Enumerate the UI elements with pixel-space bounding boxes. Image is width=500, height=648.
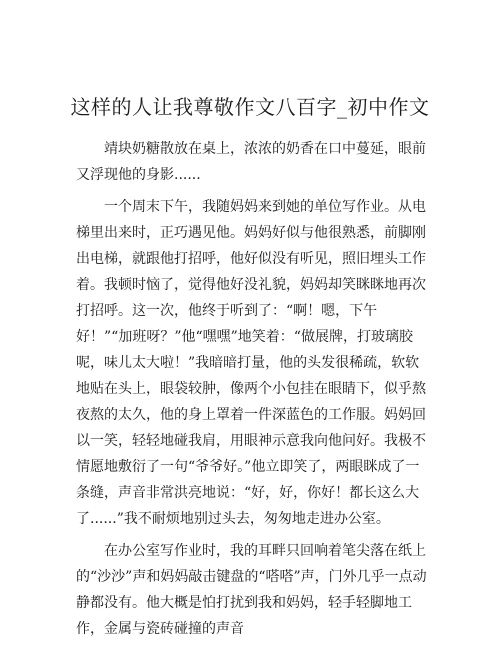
article-title: 这样的人让我尊敬作文八百字_初中作文	[70, 95, 430, 119]
paragraph-2: 一个周末下午，我随妈妈来到她的单位写作业。从电梯里出来时，正巧遇见他。妈妈好似与他很熟悉，前脚刚出电梯，就跟他打招呼，他好似没有听见，照旧埋头工作着。我顿时恼了，觉得他好没礼貌，妈妈却笑眯眯地再次打招呼。这一次，他终于听到了：“啊！嗯，下午好！”“加班呀？”他“嘿嘿”地笑着：“做展牌，打玻璃胶呢，味儿太大啦！”我暗暗打量，他的头发很稀疏，软软地贴在头上，眼袋较肿，像两个小包挂在眼睛下，似乎熬夜熬的太久，他的身上罩着一件深蓝色的工作服。妈妈回以一笑，轻轻地碰我肩，用眼神示意我向他问好。我极不情愿地敷衍了一句“爷爷好。”他立即笑了，两眼眯成了一条缝，声音非常洪亮地说：“好，好，你好！都长这么大了......”我不耐烦地别过头去，匆匆地走进办公室。	[76, 199, 426, 527]
paragraph-3: 在办公室写作业时，我的耳畔只回响着笔尖落在纸上的“沙沙”声和妈妈敲击键盘的“嗒嗒”声，门外几乎一点动静都没有。他大概是怕打扰到我和妈妈，轻手轻脚地工作，金属与瓷砖碰撞的声音	[76, 543, 427, 637]
article-body	[76, 136, 428, 648]
paragraph-1: 靖块奶糖散放在桌上，浓浓的奶香在口中蔓延，眼前又浮现他的身影......	[76, 141, 426, 183]
